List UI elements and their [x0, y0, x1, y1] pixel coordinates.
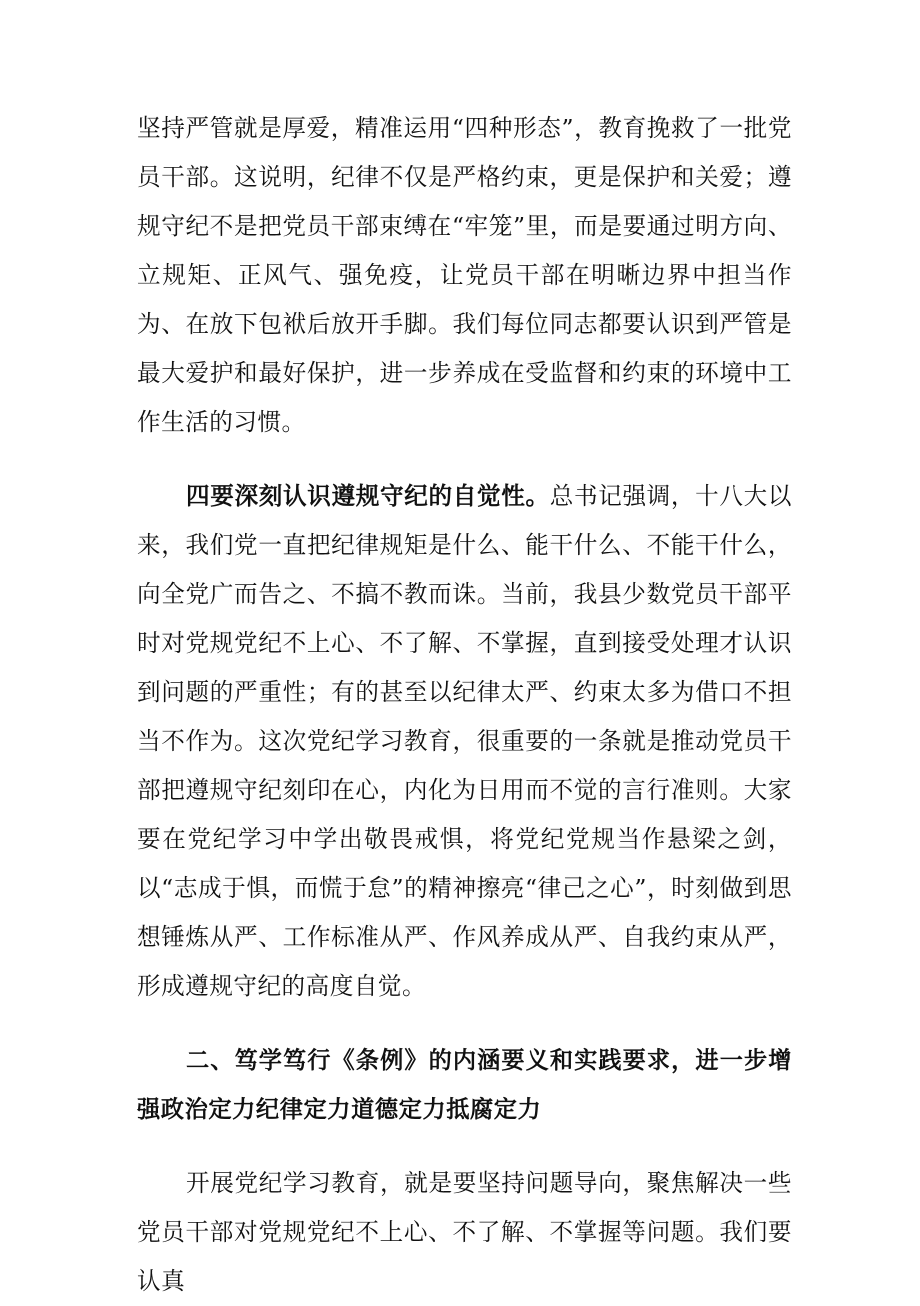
- body-paragraph-self-awareness: [137, 472, 792, 1011]
- paragraph-spacer: [137, 447, 792, 472]
- paragraph-lead-bold: 四要深刻认识遵规守纪的自觉性。: [186, 482, 550, 510]
- section-heading: 二、笃学笃行《条例》的内涵要义和实践要求，进一步增强政治定力纪律定力道德定力抵腐定力: [137, 1047, 792, 1123]
- paragraph-spacer: [137, 1011, 792, 1036]
- document-body: [137, 104, 792, 1306]
- paragraph-spacer: [137, 1134, 792, 1159]
- body-paragraph-continued: 坚持严管就是厚爱，精准运用“四种形态”，教育挽救了一批党员干部。这说明，纪律不仅是严格约束，更是保护和关爱；遵规守纪不是把党员干部束缚在“牢笼”里，而是要通过明方向、立规矩、正风气、强免疫，让党员干部在明晰边界中担当作为、在放下包袱后放开手脚。我们每位同志都要认识到严管是最大爱护和最好保护，进一步养成在受监督和约束的环境中工作生活的习惯。: [137, 114, 792, 436]
- body-paragraph-intro: 开展党纪学习教育，就是要坚持问题导向，聚焦解决一些党员干部对党规党纪不上心、不了解、不掌握等问题。我们要认真: [137, 1169, 792, 1295]
- paragraph-body-text: 总书记强调，十八大以来，我们党一直把纪律规矩是什么、能干什么、不能干什么，向全党广而告之、不搞不教而诛。当前，我县少数党员干部平时对党规党纪不上心、不了解、不掌握，直到接受处理才认识到问题的严重性；有的甚至以纪律太严、约束太多为借口不担当不作为。这次党纪学习教育，很重要的一条就是推动党员干部把遵规守纪刻印在心，内化为日用而不觉的言行准则。大家要在党纪学习中学出敬畏戒惧，将党纪党规当作悬梁之剑，以“志成于惧，而慌于怠”的精神擦亮“律己之心”，时刻做到思想锤炼从严、工作标准从严、作风养成从严、自我约束从严，形成遵规守纪的高度自觉。: [137, 482, 793, 1000]
